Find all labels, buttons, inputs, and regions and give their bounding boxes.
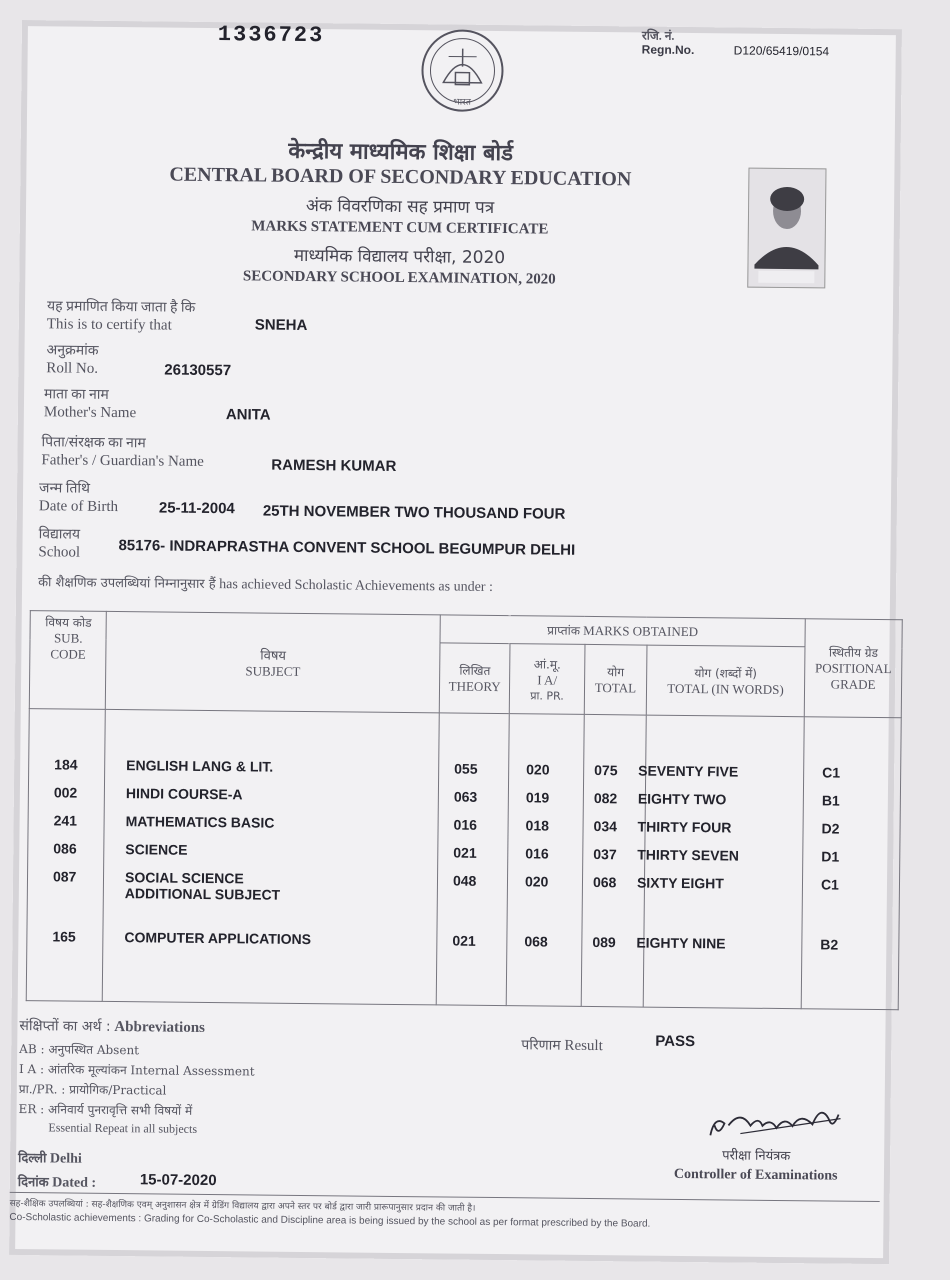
row-grade: C1 [820,876,839,893]
roll-number: 26130557 [164,361,232,380]
row-ia: 020 [526,761,550,778]
place [18,1148,82,1168]
col-header-code [29,611,107,710]
total-header-en: TOTAL [594,680,637,696]
abbrev-pr: प्रा./PR. : प्रायोगिक/Practical [18,1082,167,1098]
board-name-hi: केन्द्रीय माध्यमिक शिक्षा बोर्ड [288,138,514,167]
regn-label-hi: रजि. नं. [641,28,675,43]
row-words: EIGHTY TWO [637,790,727,808]
row-subject: HINDI COURSE-A [125,785,243,803]
abbrev-er: ER : अनिवार्य पुनरावृत्ति सभी विषयों में [18,1102,193,1118]
achieved-line [38,572,493,596]
row-code: 165 [52,928,76,945]
row-subject: SCIENCE [125,841,188,858]
row-theory: 055 [454,760,478,777]
row-code: 002 [53,784,78,801]
footer-hi: सह-शैक्षिक उपलब्धियां : सह-शैक्षणिक एवम् अनुशासन क्षेत्र में ग्रेडिंग विद्यालय द्वारा अपने स्तर पर बोर्ड द्वारा जारी प्रारूपानुसार प्रदान की जाती है। [9,1198,476,1214]
marks-header-hi: प्राप्तांक [547,623,581,638]
mother-label-en: Mother's Name [43,404,137,422]
regn-value: D120/65419/0154 [733,43,830,59]
row-code: 184 [54,756,78,773]
row-subject: COMPUTER APPLICATIONS [124,929,312,948]
dated-label-en: Dated : [52,1175,97,1191]
certify-label-hi: यह प्रमाणित किया जाता है कि [46,299,196,316]
student-photo [747,168,826,289]
serial-number: 1336723 [217,22,325,49]
row-words: EIGHTY NINE [636,934,726,952]
row-total: 075 [594,762,618,779]
abbrev-title-en: Abbreviations [114,1019,206,1036]
theory-header-en: THEORY [448,678,501,695]
controller-signature [700,1095,851,1147]
col-header-subject [106,611,441,712]
dated-label [18,1172,96,1192]
row-grade: C1 [822,764,841,781]
dob-label-en: Date of Birth [38,498,119,516]
col-header-ia [510,644,585,715]
board-name-en: CENTRAL BOARD OF SECONDARY EDUCATION [169,163,632,191]
cbse-seal-logo [403,26,522,127]
row-total: 034 [593,818,618,835]
row-ia: 020 [524,873,549,890]
exam-title-en: SECONDARY SCHOOL EXAMINATION, 2020 [242,268,556,288]
dob-words: 25TH NOVEMBER TWO THOUSAND FOUR [262,502,566,523]
place-hi: दिल्ली [17,1151,47,1167]
dob-label-hi: जन्म तिथि [39,481,91,497]
row-words: THIRTY SEVEN [637,846,740,864]
row-ia: 019 [525,789,550,806]
row-subject: MATHEMATICS BASIC [125,813,275,831]
total-header-hi: योग [607,665,625,680]
col-header-words [646,645,805,717]
col-header-theory [439,643,510,714]
result-value: PASS [655,1032,696,1051]
seal-text: भारत [453,97,471,108]
row-grade: D1 [821,848,840,865]
result-label [521,1035,603,1055]
father-label-en: Father's / Guardian's Name [41,452,204,470]
father-name: RAMESH KUMAR [271,456,397,475]
dated-value: 15-07-2020 [139,1171,217,1190]
student-name: SNEHA [254,316,308,335]
abbrev-title [19,1016,205,1037]
roll-label-hi: अनुक्रमांक [46,343,99,359]
school-label-en: School [38,544,81,561]
row-words: THIRTY FOUR [637,818,732,836]
doc-title-hi: अंक विवरणिका सह प्रमाण पत्र [305,195,495,218]
words-header-hi: योग (शब्दों में) [694,666,758,681]
father-label-hi: पिता/संरक्षक का नाम [41,435,146,452]
footer-en: Grading for Co-Scholastic and Discipline area is being issued by the school as per format prescribed by the Board. [143,1213,651,1230]
place-en: Delhi [49,1151,82,1167]
subject-header-hi: विषय [260,648,286,664]
mother-name: ANITA [225,406,271,424]
grade-header-en1: POSITIONAL [814,660,892,677]
row-words: SIXTY EIGHT [636,874,724,892]
subject-header-en: SUBJECT [245,662,301,679]
row-subject: SOCIAL SCIENCE [124,869,244,887]
controller-hi: परीक्षा नियंत्रक [722,1148,791,1165]
col-header-marks [440,615,805,647]
row-grade: B1 [821,792,840,809]
row-total: 089 [592,934,616,951]
ia-header-pr: प्रा. PR. [530,688,564,703]
theory-header-hi: लिखित [459,663,491,678]
row-theory: 063 [453,788,478,805]
dob-value: 25-11-2004 [158,499,235,518]
controller-en: Controller of Examinations [673,1166,838,1184]
row-theory: 021 [452,932,476,949]
code-header-en2: CODE [50,646,86,662]
abbrev-title-hi: संक्षिप्तों का अर्थ : [19,1018,111,1035]
row-code: 086 [53,840,77,857]
code-header-en1: SUB. [53,630,83,646]
row-ia: 068 [524,933,548,950]
mother-label-hi: माता का नाम [43,387,109,403]
marks-table [26,610,903,1010]
marks-header-en: MARKS OBTAINED [583,622,699,640]
row-words: SEVENTY FIVE [638,762,739,780]
words-header-en: TOTAL (IN WORDS) [667,680,784,698]
achieved-label-en: has achieved Scholastic Achievements as under : [219,577,493,595]
roll-label-en: Roll No. [46,360,99,377]
row-subject: ENGLISH LANG & LIT. [126,757,274,775]
grade-header-en2: GRADE [830,676,876,692]
row-grade: B2 [820,936,839,953]
regn-label-en: Regn.No. [641,42,695,58]
certify-label-en: This is to certify that [46,316,172,334]
exam-title-hi: माध्यमिक विद्यालय परीक्षा, 2020 [293,245,506,269]
code-header-hi: विषय कोड [45,615,92,630]
row-ia: 016 [525,845,549,862]
row-grade: D2 [821,820,840,837]
ia-header-hi: आं.मू. [533,656,561,672]
row-theory: 048 [452,872,477,889]
row-code: 087 [52,868,77,885]
school-label-hi: विद्यालय [38,527,81,543]
row-ia: 018 [525,817,550,834]
dated-label-hi: दिनांक [17,1175,49,1191]
school-name: 85176- INDRAPRASTHA CONVENT SCHOOL BEGUMPUR DELHI [118,537,576,559]
achieved-label-hi: की शैक्षणिक उपलब्धियां निम्नानुसार हैं [38,575,216,593]
row-total: 082 [593,790,618,807]
marksheet-document [9,20,902,1264]
col-header-total [584,644,647,715]
row-theory: 016 [453,816,478,833]
row-code: 241 [53,812,78,829]
row-theory: 021 [453,844,477,861]
footer-en-label: Co-Scholastic achievements : [9,1211,142,1225]
abbrev-ab: AB : अनुपस्थित Absent [19,1042,140,1058]
col-header-grade [804,619,902,718]
grade-header-hi: स्थितीय ग्रेड [828,645,879,660]
result-label-en: Result [564,1037,603,1055]
row-total: 068 [592,874,617,891]
result-label-hi: परिणाम [521,1037,561,1054]
abbrev-ia: I A : आंतरिक मूल्यांकन Internal Assessment [18,1062,255,1079]
ia-header-en: I A/ [537,671,558,688]
row-total: 037 [593,846,617,863]
additional-subject-label: ADDITIONAL SUBJECT [124,885,281,903]
abbrev-er-en: Essential Repeat in all subjects [48,1120,198,1136]
doc-title-en: MARKS STATEMENT CUM CERTIFICATE [251,218,549,238]
